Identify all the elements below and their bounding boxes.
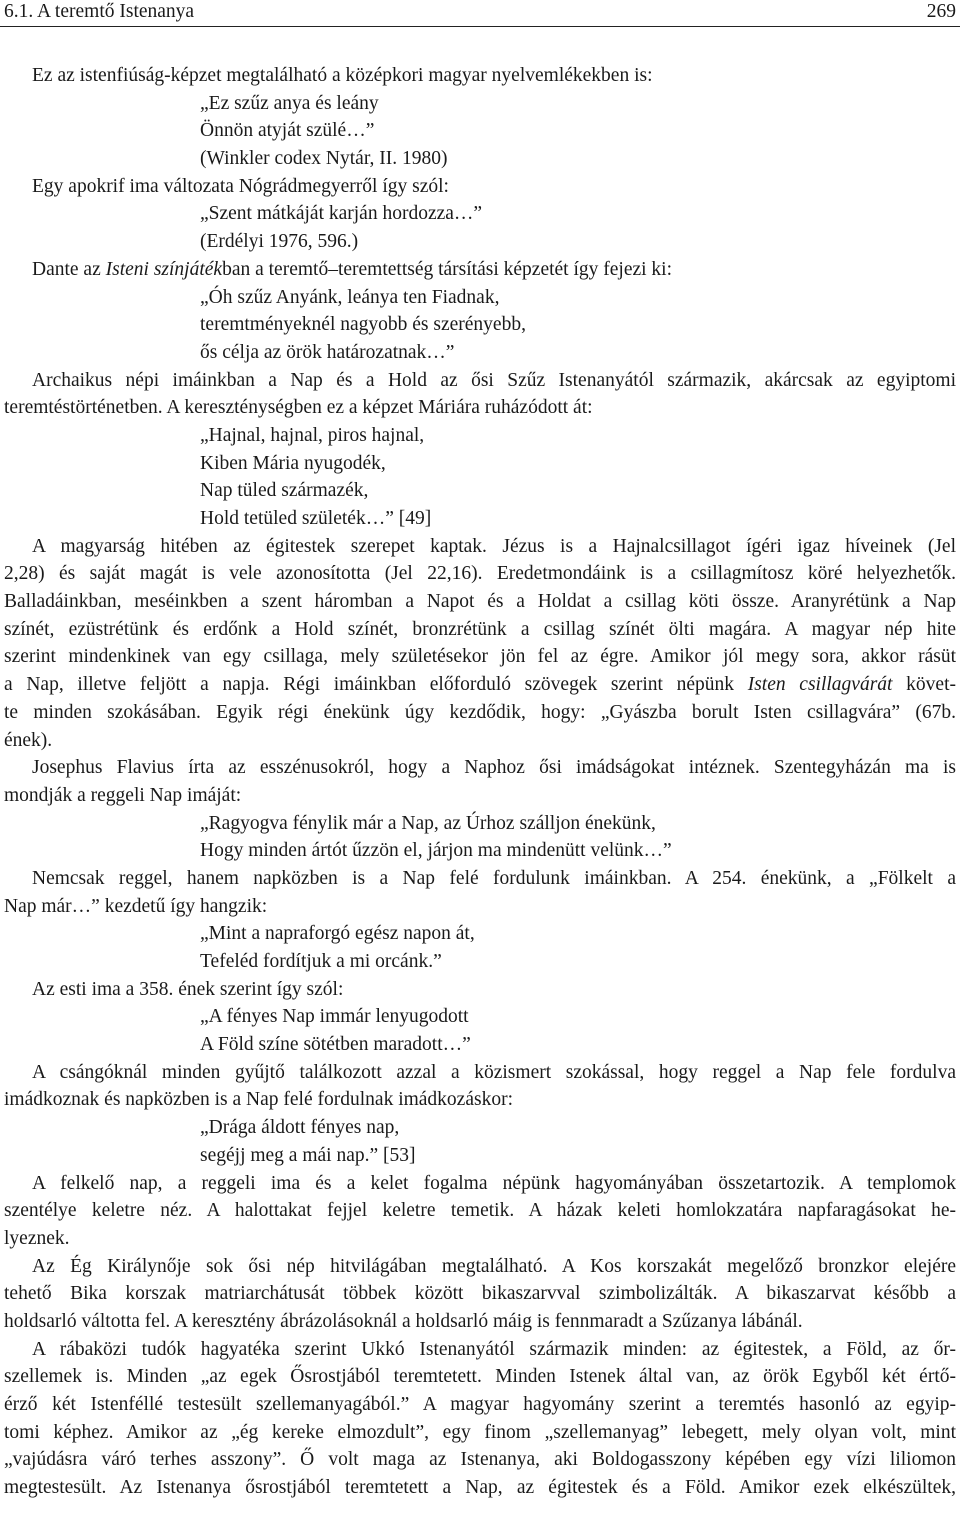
italic-title: Isten csillagvárát	[747, 674, 893, 696]
text-line: imádkoznak és napközben is a Nap felé fordulnak imádkozáskor:	[4, 1089, 513, 1111]
text-line: érző két Istenféllé testesült szellemanyagából.” A magyar hagyomány szerint a teremtés hasonló az egyip-	[4, 1394, 956, 1415]
text-line: szerint mindenkinek van egy csillaga, mely születésekor jön fel az égre. Amikor jól megy sora, akkor rásüt	[4, 646, 956, 668]
verse-line: „Ez szűz anya és leány	[200, 92, 379, 114]
verse-line: „Ragyogva fénylik már a Nap, az Úrhoz szálljon énekünk,	[200, 812, 656, 834]
text-line: Nemcsak reggel, hanem napközben is a Nap felé fordulunk imáinkban. A 254. énekünk, a „Fölkelt a	[32, 867, 956, 889]
text-segment: ban a teremtő–teremtettség társítási képzetét így fejezi ki:	[222, 258, 673, 280]
verse-line: Nap tüled származék,	[200, 480, 369, 502]
text-line: Archaikus népi imáinkban a Nap és a Hold az ősi Szűz Istenanyától származik, akárcsak az egyiptomi	[32, 369, 956, 391]
text-line: Josephus Flavius írta az esszénusokról, hogy a Naphoz ősi imádságokat intéznek. Szentegyházán ma is	[32, 757, 956, 779]
verse-line: „Mint a napraforgó egész napon át,	[200, 923, 475, 945]
text-line: mondják a reggeli Nap imáját:	[4, 784, 242, 806]
running-title: 6.1. A teremtő Istenanya	[4, 1, 195, 22]
text-segment: követ-	[892, 674, 956, 696]
text-line: Egy apokrif ima változata Nógrádmegyerről így szól:	[32, 175, 449, 197]
text-line: te minden szokásában. Egyik régi énekünk úgy kezdődik, hogy: „Gyászba borult Isten csillagvára” (67b.	[4, 701, 956, 723]
text-line	[4, 671, 956, 699]
text-line: „vajúdásra váró terhes asszony”. Ő volt maga az Istenanya, aki Boldogasszony képében egy vízi liliomon	[4, 1449, 956, 1471]
text-line: szellemek is. Minden „az egek Ősrostjából teremtetett. Minden Istenek által van, az örök Egyből két értő-	[4, 1366, 956, 1388]
text-line: Az Ég Királynője sok ősi nép hitvilágában megtalálható. A Kos korszakát megelőző bronzkor elejére	[32, 1255, 956, 1277]
verse-line: teremtményeknél nagyobb és szerényebb,	[200, 314, 526, 336]
body-text	[4, 62, 956, 1502]
text-line: ének).	[4, 729, 53, 751]
verse-line: „A fényes Nap immár lenyugodott	[200, 1006, 469, 1028]
text-line: tomi képhez. Amikor az „ég kereke elmozdult”, egy finom „szellemanyag” lebegett, mely olyan volt, mint	[4, 1421, 956, 1443]
text-line: Az esti ima a 358. ének szerint így szól:	[32, 978, 344, 1000]
text-line: holdsarló váltotta fel. A keresztény ábrázolásoknál a holdsarló máig is fennmaradt a Szűzanya lábánál.	[4, 1310, 803, 1332]
verse-line: „Szent mátkáját karján hordozza…”	[200, 203, 483, 225]
text-line: teremtéstörténetben. A kereszténységben ez a képzet Máriára ruházódott át:	[4, 397, 593, 419]
page-number: 269	[926, 1, 956, 22]
text-line: lyeznek.	[4, 1227, 70, 1249]
text-line: A csángóknál minden gyűjtő találkozott azzal a közismert szokással, hogy reggel a Nap fele fordulva	[32, 1061, 956, 1083]
text-line: Balladáinkban, meséinkben a szent háromban a Napot és a Holdat a csillag köti össze. Aranyrétünk a Nap	[4, 591, 956, 613]
verse-line: Hold tetüled születék…” [49]	[200, 508, 432, 529]
verse-line: (Erdélyi 1976, 596.)	[200, 231, 359, 253]
verse-line: segéjj meg a mái nap.” [53]	[200, 1144, 416, 1166]
text-line	[4, 256, 956, 284]
verse-line: Kiben Mária nyugodék,	[200, 452, 386, 474]
verse-line: A Föld színe sötétben maradott…”	[200, 1034, 471, 1056]
text-line: A rábaközi tudók hagyatéka szerint Ukkó Istenanyától származik minden: az égitestek, a Föld, az őr-	[32, 1338, 956, 1360]
text-line: Ez az istenfiúság-képzet megtalálható a középkori magyar nyelvemlékekben is:	[32, 65, 653, 86]
verse-line: Önnön atyját szülé…”	[200, 120, 375, 142]
text-line: tehető Bika korszak matriarchátusát többek között bikaszarvval szimbolizálták. A bikaszarvat később a	[4, 1283, 956, 1305]
text-line: színét, ezüstrétünk és erdőnk a Hold színét, bronzrétünk a csillag színét ölti magára. A magyar nép hite	[4, 618, 956, 640]
text-segment: a Nap, illetve feljött a napja. Régi imáinkban előforduló szövegek szerint népünk	[4, 674, 748, 696]
running-header	[0, 0, 960, 27]
italic-title: Isteni színjáték	[105, 258, 223, 280]
text-line: megtestesült. Az Istenanya ősrostjából teremtetett a Nap, az égitestek és a Föld. Amikor ezek elkészültek,	[4, 1477, 956, 1499]
text-line: A felkelő nap, a reggeli ima és a kelet fogalma népünk hagyományában összetartozik. A templomok	[32, 1172, 956, 1194]
text-line: A magyarság hitében az égitestek szerepet kaptak. Jézus is a Hajnalcsillagot ígéri igaz híveinek (Jel	[32, 535, 956, 557]
verse-line: „Drága áldott fényes nap,	[200, 1117, 400, 1139]
text-line: 2,28) és saját magát is vele azonosította (Jel 22,16). Eredetmondáink is a csillagmítosz köré helyezhetők.	[4, 563, 956, 585]
verse-line: Tefeléd fordítjuk a mi orcánk.”	[200, 951, 442, 972]
text-segment: Dante az	[32, 258, 106, 280]
verse-line: Hogy minden ártót űzzön el, járjon ma mindenütt velünk…”	[200, 840, 672, 862]
verse-line: ős célja az örök határozatnak…”	[200, 341, 455, 363]
text-line: szentélye keletre néz. A halottakat fejjel keletre temetik. A házak keleti homlokzatára napfaragásokat he-	[4, 1200, 956, 1222]
text-line: Nap már…” kezdetű így hangzik:	[4, 895, 268, 917]
verse-line: (Winkler codex Nytár, II. 1980)	[200, 148, 448, 170]
verse-line: „Óh szűz Anyánk, leánya ten Fiadnak,	[200, 286, 500, 308]
verse-line: „Hajnal, hajnal, piros hajnal,	[200, 424, 425, 446]
